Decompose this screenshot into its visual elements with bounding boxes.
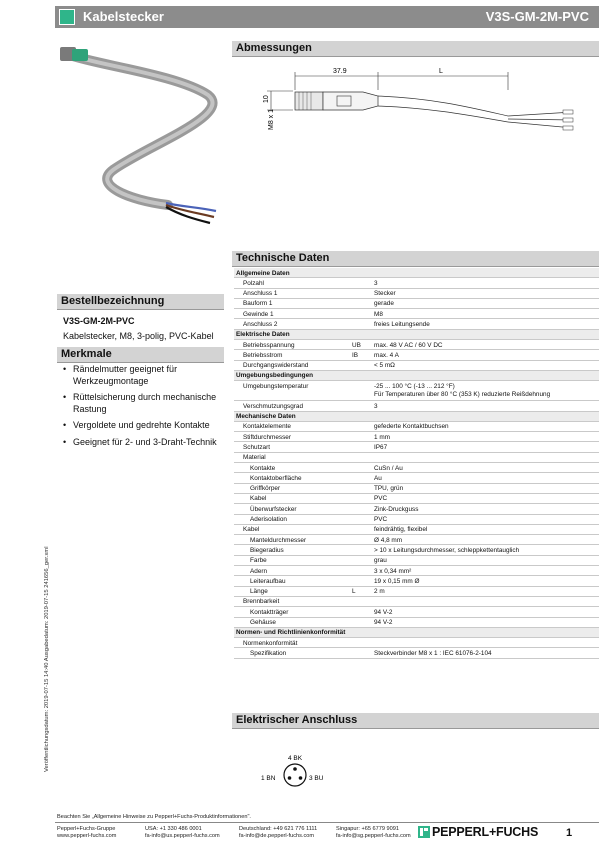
- tech-value-line: TPU, grün: [374, 485, 404, 493]
- footer-email-de[interactable]: fa-info@de.pepperl-fuchs.com: [239, 833, 315, 840]
- tech-row: [234, 278, 599, 288]
- tech-label: Spezifikation: [250, 649, 287, 657]
- tech-value-line: gerade: [374, 300, 394, 308]
- tech-value-line: 19 x 0,15 mm Ø: [374, 577, 420, 585]
- tech-label: Material: [243, 454, 266, 462]
- feature-item: • Vergoldete und gedrehte Kontakte: [62, 420, 222, 432]
- tech-group-row: [234, 330, 599, 340]
- tech-value: [374, 516, 387, 525]
- tech-value: [374, 342, 443, 351]
- publication-info: Veröffentlichungsdatum: 2019-07-15 14:40 Ausgabedatum: 2019-07-15 241656_ger.xml: [44, 546, 50, 772]
- tech-label: Kabel: [250, 495, 267, 503]
- pin-4-label: 4 BK: [288, 755, 303, 762]
- tech-group-row: [234, 628, 599, 638]
- tech-row: [234, 556, 599, 566]
- header-product: V3S-GM-2M-PVC: [485, 9, 589, 24]
- tech-group-row: [234, 268, 599, 278]
- tech-row: [234, 587, 599, 597]
- tech-label: Betriebsstrom: [243, 351, 283, 359]
- tech-value-line: Au: [374, 474, 382, 482]
- feature-item: • Geeignet für 2- und 3-Draht-Technik: [62, 437, 222, 449]
- tech-row: [234, 597, 599, 607]
- tech-label: Elektrische Daten: [236, 331, 290, 339]
- tech-label: Kabel: [243, 526, 260, 534]
- tech-value: [374, 547, 519, 556]
- footnote: Beachten Sie „Allgemeine Hinweise zu Pepperl+Fuchs-Produktinformationen".: [57, 814, 251, 820]
- tech-value-line: M8: [374, 310, 383, 318]
- tech-value: [374, 526, 427, 535]
- tech-value-line: > 10 x Leitungsdurchmesser, schleppkettentauglich: [374, 546, 520, 554]
- tech-row: [234, 648, 599, 658]
- tech-row: [234, 422, 599, 432]
- logo-square-icon: [59, 9, 75, 25]
- tech-label: Stiftdurchmesser: [243, 433, 291, 441]
- tech-label: Überwurfstecker: [250, 505, 297, 513]
- tech-value-line: 2 m: [374, 588, 385, 596]
- tech-label: Biegeradius: [250, 546, 284, 554]
- tech-label: Umgebungstemperatur: [243, 382, 309, 390]
- footer-email-usa[interactable]: fa-info@us.pepperl-fuchs.com: [145, 833, 220, 840]
- tech-value: [374, 568, 411, 577]
- tech-row: [234, 576, 599, 586]
- dim-thread-label: M8 x 1: [268, 108, 275, 130]
- tech-value-line: 3 x 0,34 mm²: [374, 567, 412, 575]
- tech-label: Schutzart: [243, 443, 270, 451]
- dim-height-label: 10: [263, 95, 270, 103]
- features-list: [62, 364, 222, 453]
- footer-col-sg: [336, 826, 411, 841]
- tech-row: [234, 309, 599, 319]
- tech-value: [374, 506, 418, 515]
- tech-value: [374, 537, 402, 546]
- brand-name: PEPPERL+FUCHS: [432, 825, 539, 839]
- tech-label: Betriebsspannung: [243, 341, 295, 349]
- order-code: V3S-GM-2M-PVC: [63, 316, 135, 326]
- header-title: Kabelstecker: [83, 9, 164, 24]
- tech-label: Aderisolation: [250, 516, 287, 524]
- tech-value: [374, 609, 392, 618]
- tech-label: Polzahl: [243, 279, 264, 287]
- tech-value-line: 94 V-2: [374, 619, 393, 626]
- footer-col-group: [57, 826, 116, 841]
- tech-label: Manteldurchmesser: [250, 536, 307, 544]
- tech-row: [234, 453, 599, 463]
- tech-value: [374, 311, 383, 320]
- tech-value-line: 1 mm: [374, 433, 390, 441]
- product-photo: [58, 35, 224, 235]
- tech-row: [234, 473, 599, 483]
- tech-label: Kontaktelemente: [243, 423, 291, 431]
- tech-label: Kontakte: [250, 464, 276, 472]
- pin-diagram: [255, 752, 335, 792]
- tech-label: Normen- und Richtlinienkonformität: [236, 629, 346, 637]
- tech-label: Anschluss 2: [243, 320, 278, 328]
- tech-label: Anschluss 1: [243, 290, 278, 298]
- tech-row: [234, 607, 599, 617]
- tech-value-line: gefederte Kontaktbuchsen: [374, 423, 449, 431]
- pepperl-fuchs-logo-icon: [418, 826, 430, 838]
- tech-value-line: Zink-Druckguss: [374, 505, 419, 513]
- footer-phone-sg: Singapur: +65 6779 9091: [336, 826, 399, 832]
- tech-label: Farbe: [250, 557, 267, 565]
- tech-value-line: 3: [374, 402, 378, 410]
- tech-row: [234, 289, 599, 299]
- tech-row: [234, 463, 599, 473]
- tech-row: [234, 504, 599, 514]
- tech-value: [374, 465, 403, 474]
- feature-item: • Rüttelsicherung durch mechanische Rastung: [62, 392, 222, 415]
- page-number: 1: [566, 827, 573, 839]
- tech-value: [374, 352, 399, 361]
- tech-value-line: -25 ... 100 °C (-13 ... 212 °F): [374, 382, 455, 390]
- tech-row: [234, 484, 599, 494]
- footer-website[interactable]: www.pepperl-fuchs.com: [57, 833, 117, 840]
- dimensions-section-heading: Abmessungen: [232, 41, 599, 57]
- tech-label: Umgebungsbedingungen: [236, 372, 314, 380]
- dim-l-label: L: [439, 68, 443, 75]
- tech-row: [234, 638, 599, 648]
- tech-value: [374, 423, 449, 432]
- tech-label: Adern: [250, 567, 268, 575]
- tech-value-line: PVC: [374, 495, 388, 503]
- footer-company: Pepperl+Fuchs-Gruppe: [57, 826, 116, 832]
- tech-value: [374, 434, 390, 443]
- tech-label: Bauform 1: [243, 300, 273, 308]
- tech-value: [374, 578, 419, 587]
- tech-row: [234, 361, 599, 371]
- order-description: Kabelstecker, M8, 3-polig, PVC-Kabel: [63, 331, 214, 341]
- tech-value: [374, 485, 403, 494]
- pin-1-label: 1 BN: [261, 775, 276, 782]
- tech-value-line: max. 4 A: [374, 351, 399, 359]
- feature-item: • Rändelmutter geeignet für Werkzeugmontage: [62, 364, 222, 387]
- tech-value: [374, 280, 378, 289]
- tech-row: [234, 350, 599, 360]
- tech-value: [374, 588, 385, 597]
- pin-3-label: 3 BU: [309, 775, 324, 782]
- tech-row: [234, 401, 599, 411]
- tech-label: Kontaktoberfläche: [250, 474, 302, 482]
- tech-row: [234, 525, 599, 535]
- tech-value: [374, 444, 387, 453]
- tech-value: [374, 475, 382, 484]
- tech-label: Länge: [250, 588, 268, 596]
- footer-phone-usa: USA: +1 330 486 0001: [145, 826, 202, 832]
- tech-group-row: [234, 412, 599, 422]
- tech-value-line: feindrähtig, flexibel: [374, 526, 428, 534]
- tech-row: [234, 442, 599, 452]
- tech-value: [374, 300, 394, 309]
- tech-row: [234, 340, 599, 350]
- tech-row: [234, 566, 599, 576]
- tech-value: [374, 619, 392, 628]
- tech-label: Brennbarkeit: [243, 598, 280, 606]
- header-bar: [55, 6, 599, 28]
- tech-row: [234, 381, 599, 401]
- tech-value-line: Stecker: [374, 290, 396, 298]
- tech-row: [234, 299, 599, 309]
- tech-value: [374, 495, 387, 504]
- tech-symbol: L: [352, 588, 356, 596]
- technical-section-heading: Technische Daten: [232, 251, 599, 267]
- tech-label: Durchgangswiderstand: [243, 362, 309, 370]
- tech-value-line: max. 48 V AC / 60 V DC: [374, 341, 443, 349]
- tech-value-line: Steckverbinder M8 x 1 : IEC 61076-2-104: [374, 649, 492, 657]
- tech-value-line: PVC: [374, 516, 388, 524]
- footer-col-usa: [145, 826, 220, 841]
- tech-value: [374, 290, 396, 299]
- tech-label: Allgemeine Daten: [236, 269, 290, 277]
- tech-label: Kontaktträger: [250, 608, 289, 616]
- tech-value: [374, 557, 387, 566]
- tech-value: [374, 362, 395, 371]
- dim-length-label: 37.9: [333, 68, 347, 75]
- tech-row: [234, 319, 599, 329]
- tech-label: Griffkörper: [250, 485, 281, 493]
- tech-value-line: Ø 4,8 mm: [374, 536, 403, 544]
- tech-symbol: UB: [352, 341, 361, 349]
- tech-value-line: grau: [374, 557, 387, 565]
- tech-row: [234, 432, 599, 442]
- tech-label: Leiteraufbau: [250, 577, 286, 585]
- tech-row: [234, 494, 599, 504]
- tech-value-line: IP67: [374, 443, 388, 451]
- tech-label: Gewinde 1: [243, 310, 274, 318]
- tech-row: [234, 618, 599, 628]
- tech-group-row: [234, 371, 599, 381]
- tech-row: [234, 515, 599, 525]
- tech-value: [374, 403, 378, 412]
- tech-value: [374, 650, 492, 659]
- tech-value: [374, 321, 430, 330]
- tech-value-line: freies Leitungsende: [374, 320, 430, 328]
- tech-value-line: CuSn / Au: [374, 464, 403, 472]
- order-section-heading: Bestellbezeichnung: [57, 294, 224, 310]
- technical-data-table: [234, 268, 599, 659]
- tech-value-line: 3: [374, 279, 378, 287]
- tech-label: Normenkonformität: [243, 639, 298, 647]
- tech-symbol: IB: [352, 351, 359, 359]
- footer-phone-de: Deutschland: +49 621 776 1111: [239, 826, 318, 832]
- tech-row: [234, 545, 599, 555]
- tech-value-note: Für Temperaturen über 80 °C (353 K) reduzierte Reißdehnung: [374, 391, 551, 399]
- tech-row: [234, 535, 599, 545]
- connection-section-heading: Elektrischer Anschluss: [232, 713, 599, 729]
- tech-value: [374, 383, 550, 400]
- tech-label: Mechanische Daten: [236, 413, 296, 421]
- footer-col-de: [239, 826, 317, 841]
- footer-email-sg[interactable]: fa-info@sg.pepperl-fuchs.com: [336, 833, 411, 840]
- dimension-drawing: [233, 58, 599, 248]
- tech-value-line: < 5 mΩ: [374, 362, 395, 370]
- footer-divider: [55, 822, 599, 823]
- tech-value-line: 94 V-2: [374, 608, 393, 616]
- features-section-heading: Merkmale: [57, 347, 224, 363]
- tech-label: Verschmutzungsgrad: [243, 402, 304, 410]
- tech-label: Gehäuse: [250, 619, 276, 626]
